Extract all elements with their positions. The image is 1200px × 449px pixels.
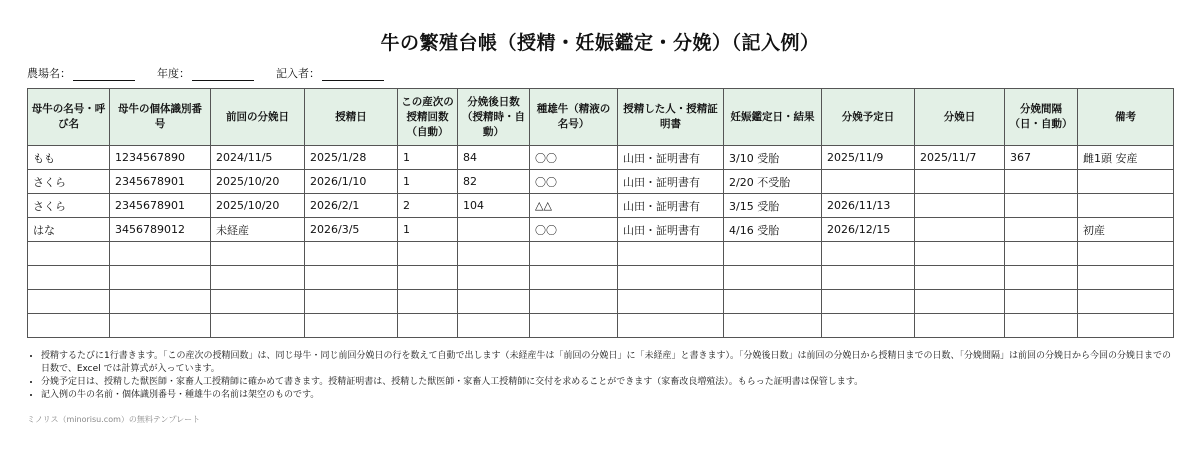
- table-cell[interactable]: [398, 290, 458, 314]
- writer-label: 記入者：: [276, 67, 320, 80]
- table-cell[interactable]: [110, 290, 211, 314]
- table-cell[interactable]: 2026/11/13: [822, 194, 915, 218]
- table-cell[interactable]: [618, 242, 724, 266]
- table-cell[interactable]: [1078, 170, 1174, 194]
- table-cell[interactable]: 104: [458, 194, 530, 218]
- table-cell[interactable]: [1078, 194, 1174, 218]
- table-cell[interactable]: [915, 266, 1005, 290]
- table-cell[interactable]: 1: [398, 146, 458, 170]
- table-cell[interactable]: さくら: [28, 170, 110, 194]
- table-row: [28, 290, 1174, 314]
- page-title: 牛の繁殖台帳（授精・妊娠鑑定・分娩）（記入例）: [380, 32, 820, 54]
- table-cell[interactable]: [398, 242, 458, 266]
- table-cell[interactable]: 山田・証明書有: [618, 218, 724, 242]
- note-item: • 記入例の牛の名前・個体識別番号・種雄牛の名前は架空のものです。: [41, 389, 1173, 402]
- table-cell[interactable]: さくら: [28, 194, 110, 218]
- table-cell[interactable]: 2025/11/9: [822, 146, 915, 170]
- table-cell[interactable]: 2026/12/15: [822, 218, 915, 242]
- table-cell[interactable]: [1005, 314, 1078, 338]
- table-row: [28, 146, 1174, 170]
- table-cell[interactable]: [1005, 290, 1078, 314]
- table-cell[interactable]: 2025/10/20: [211, 170, 305, 194]
- table-cell[interactable]: [458, 218, 530, 242]
- table-cell[interactable]: [822, 170, 915, 194]
- table-cell[interactable]: はな: [28, 218, 110, 242]
- table-cell[interactable]: [530, 242, 618, 266]
- table-cell[interactable]: [211, 266, 305, 290]
- table-cell[interactable]: [618, 314, 724, 338]
- table-cell[interactable]: [530, 314, 618, 338]
- table-cell[interactable]: [530, 266, 618, 290]
- table-header-row: [28, 89, 1174, 146]
- table-cell[interactable]: [915, 218, 1005, 242]
- table-row: [28, 194, 1174, 218]
- table-cell[interactable]: 初産: [1078, 218, 1174, 242]
- table-cell[interactable]: 2345678901: [110, 170, 211, 194]
- table-cell[interactable]: 84: [458, 146, 530, 170]
- table-cell[interactable]: [398, 314, 458, 338]
- table-cell[interactable]: [822, 242, 915, 266]
- header-cell: 種雄牛（精液の名号）: [530, 89, 618, 146]
- table-cell[interactable]: [915, 170, 1005, 194]
- breeding-ledger-table: [27, 88, 1174, 338]
- table-cell[interactable]: [618, 266, 724, 290]
- table-cell[interactable]: 2345678901: [110, 194, 211, 218]
- table-cell[interactable]: 〇〇: [530, 218, 618, 242]
- table-cell[interactable]: [1005, 218, 1078, 242]
- table-cell[interactable]: [211, 290, 305, 314]
- table-cell[interactable]: [1005, 194, 1078, 218]
- table-cell[interactable]: [724, 290, 822, 314]
- table-cell[interactable]: [724, 266, 822, 290]
- table-cell[interactable]: 4/16 受胎: [724, 218, 822, 242]
- header-cell: 分娩間隔（日・自動）: [1005, 89, 1078, 146]
- table-cell[interactable]: [1005, 266, 1078, 290]
- table-cell[interactable]: 3/10 受胎: [724, 146, 822, 170]
- table-cell[interactable]: [398, 266, 458, 290]
- table-body: [28, 146, 1174, 338]
- table-cell[interactable]: [458, 242, 530, 266]
- farm-name-blank[interactable]: [73, 68, 135, 81]
- farm-name-label: 農場名：: [27, 67, 71, 80]
- table-cell[interactable]: 2025/11/7: [915, 146, 1005, 170]
- table-cell[interactable]: [1078, 314, 1174, 338]
- table-cell[interactable]: 2026/3/5: [305, 218, 398, 242]
- writer-field: [276, 65, 384, 81]
- header-cell: この産次の授精回数（自動）: [398, 89, 458, 146]
- table-cell[interactable]: [28, 290, 110, 314]
- header-cell: 授精した人・授精証明書: [618, 89, 724, 146]
- table-cell[interactable]: 山田・証明書有: [618, 194, 724, 218]
- header-cell: 授精日: [305, 89, 398, 146]
- table-row: [28, 242, 1174, 266]
- table-cell[interactable]: [915, 290, 1005, 314]
- table-cell[interactable]: △△: [530, 194, 618, 218]
- table-cell[interactable]: [305, 314, 398, 338]
- table-cell[interactable]: もも: [28, 146, 110, 170]
- table-cell[interactable]: [1005, 242, 1078, 266]
- header-cell: 備考: [1078, 89, 1174, 146]
- table-cell[interactable]: 2026/1/10: [305, 170, 398, 194]
- table-cell[interactable]: [915, 314, 1005, 338]
- footer-credit: ミノリス（minorisu.com）の無料テンプレート: [27, 415, 201, 424]
- table-cell[interactable]: [458, 314, 530, 338]
- table-cell[interactable]: 82: [458, 170, 530, 194]
- table-cell[interactable]: 2: [398, 194, 458, 218]
- table-cell[interactable]: [915, 194, 1005, 218]
- header-cell: 妊娠鑑定日・結果: [724, 89, 822, 146]
- table-cell[interactable]: [28, 242, 110, 266]
- table-cell[interactable]: [724, 242, 822, 266]
- meta-fields: [27, 65, 406, 81]
- table-cell[interactable]: [28, 266, 110, 290]
- header-cell: 分娩後日数（授精時・自動）: [458, 89, 530, 146]
- table-cell[interactable]: 2025/10/20: [211, 194, 305, 218]
- table-cell[interactable]: [28, 314, 110, 338]
- table-cell[interactable]: 1: [398, 170, 458, 194]
- table-cell[interactable]: [110, 242, 211, 266]
- writer-blank[interactable]: [322, 68, 384, 81]
- table-cell[interactable]: 1234567890: [110, 146, 211, 170]
- table-cell[interactable]: [305, 242, 398, 266]
- table-cell[interactable]: [211, 242, 305, 266]
- table-cell[interactable]: [822, 266, 915, 290]
- table-row: [28, 266, 1174, 290]
- header-cell: 分娩予定日: [822, 89, 915, 146]
- table-row: [28, 218, 1174, 242]
- table-cell[interactable]: [724, 314, 822, 338]
- table-cell[interactable]: 山田・証明書有: [618, 170, 724, 194]
- year-label: 年度：: [157, 67, 190, 80]
- year-field: [157, 65, 254, 81]
- table-cell[interactable]: 367: [1005, 146, 1078, 170]
- table-cell[interactable]: [822, 314, 915, 338]
- note-item: • 分娩予定日は、授精した獣医師・家畜人工授精師に確かめて書きます。授精証明書は、授精した獣医師・家畜人工授精師に交付を求めることができます（家畜改良増殖法）。もらった証明書は保管します。: [41, 376, 1173, 389]
- header-cell: 母牛の個体識別番号: [110, 89, 211, 146]
- table-cell[interactable]: 2026/2/1: [305, 194, 398, 218]
- note-item: • 授精するたびに1行書きます。「この産次の授精回数」は、同じ母牛・同じ前回分娩日の行を数えて自動で出します（未経産牛は「前回の分娩日」に「未経産」と書きます）。「分娩後日数」は前回の分娩日から授精日までの日数、「分娩間隔」は前回の分娩日から今回の分娩日までの日数で、Excel では計算式が入っています。: [41, 350, 1173, 376]
- table-cell[interactable]: 〇〇: [530, 146, 618, 170]
- table-cell[interactable]: 2/20 不受胎: [724, 170, 822, 194]
- table-cell[interactable]: 1: [398, 218, 458, 242]
- table-row: [28, 314, 1174, 338]
- notes-section: [27, 350, 1173, 402]
- table-cell[interactable]: 雌1頭 安産: [1078, 146, 1174, 170]
- table-cell[interactable]: [305, 290, 398, 314]
- table-cell[interactable]: 2024/11/5: [211, 146, 305, 170]
- table-cell[interactable]: [530, 290, 618, 314]
- table-cell[interactable]: [1005, 170, 1078, 194]
- table-cell[interactable]: [618, 290, 724, 314]
- table-cell[interactable]: 〇〇: [530, 170, 618, 194]
- farm-name-field: [27, 65, 135, 81]
- table-cell[interactable]: 山田・証明書有: [618, 146, 724, 170]
- table-cell[interactable]: 3/15 受胎: [724, 194, 822, 218]
- table-cell[interactable]: [458, 266, 530, 290]
- table-cell[interactable]: [1078, 290, 1174, 314]
- header-cell: 分娩日: [915, 89, 1005, 146]
- table-cell[interactable]: [305, 266, 398, 290]
- table-cell[interactable]: [211, 314, 305, 338]
- table-cell[interactable]: [110, 266, 211, 290]
- table-cell[interactable]: 未経産: [211, 218, 305, 242]
- table-cell[interactable]: [1078, 242, 1174, 266]
- header-cell: 母牛の名号・呼び名: [28, 89, 110, 146]
- table-row: [28, 170, 1174, 194]
- header-cell: 前回の分娩日: [211, 89, 305, 146]
- table-cell[interactable]: [458, 290, 530, 314]
- table-cell[interactable]: [1078, 266, 1174, 290]
- table-cell[interactable]: 3456789012: [110, 218, 211, 242]
- table-cell[interactable]: [915, 242, 1005, 266]
- year-blank[interactable]: [192, 68, 254, 81]
- table-cell[interactable]: [822, 290, 915, 314]
- table-cell[interactable]: 2025/1/28: [305, 146, 398, 170]
- table-cell[interactable]: [110, 314, 211, 338]
